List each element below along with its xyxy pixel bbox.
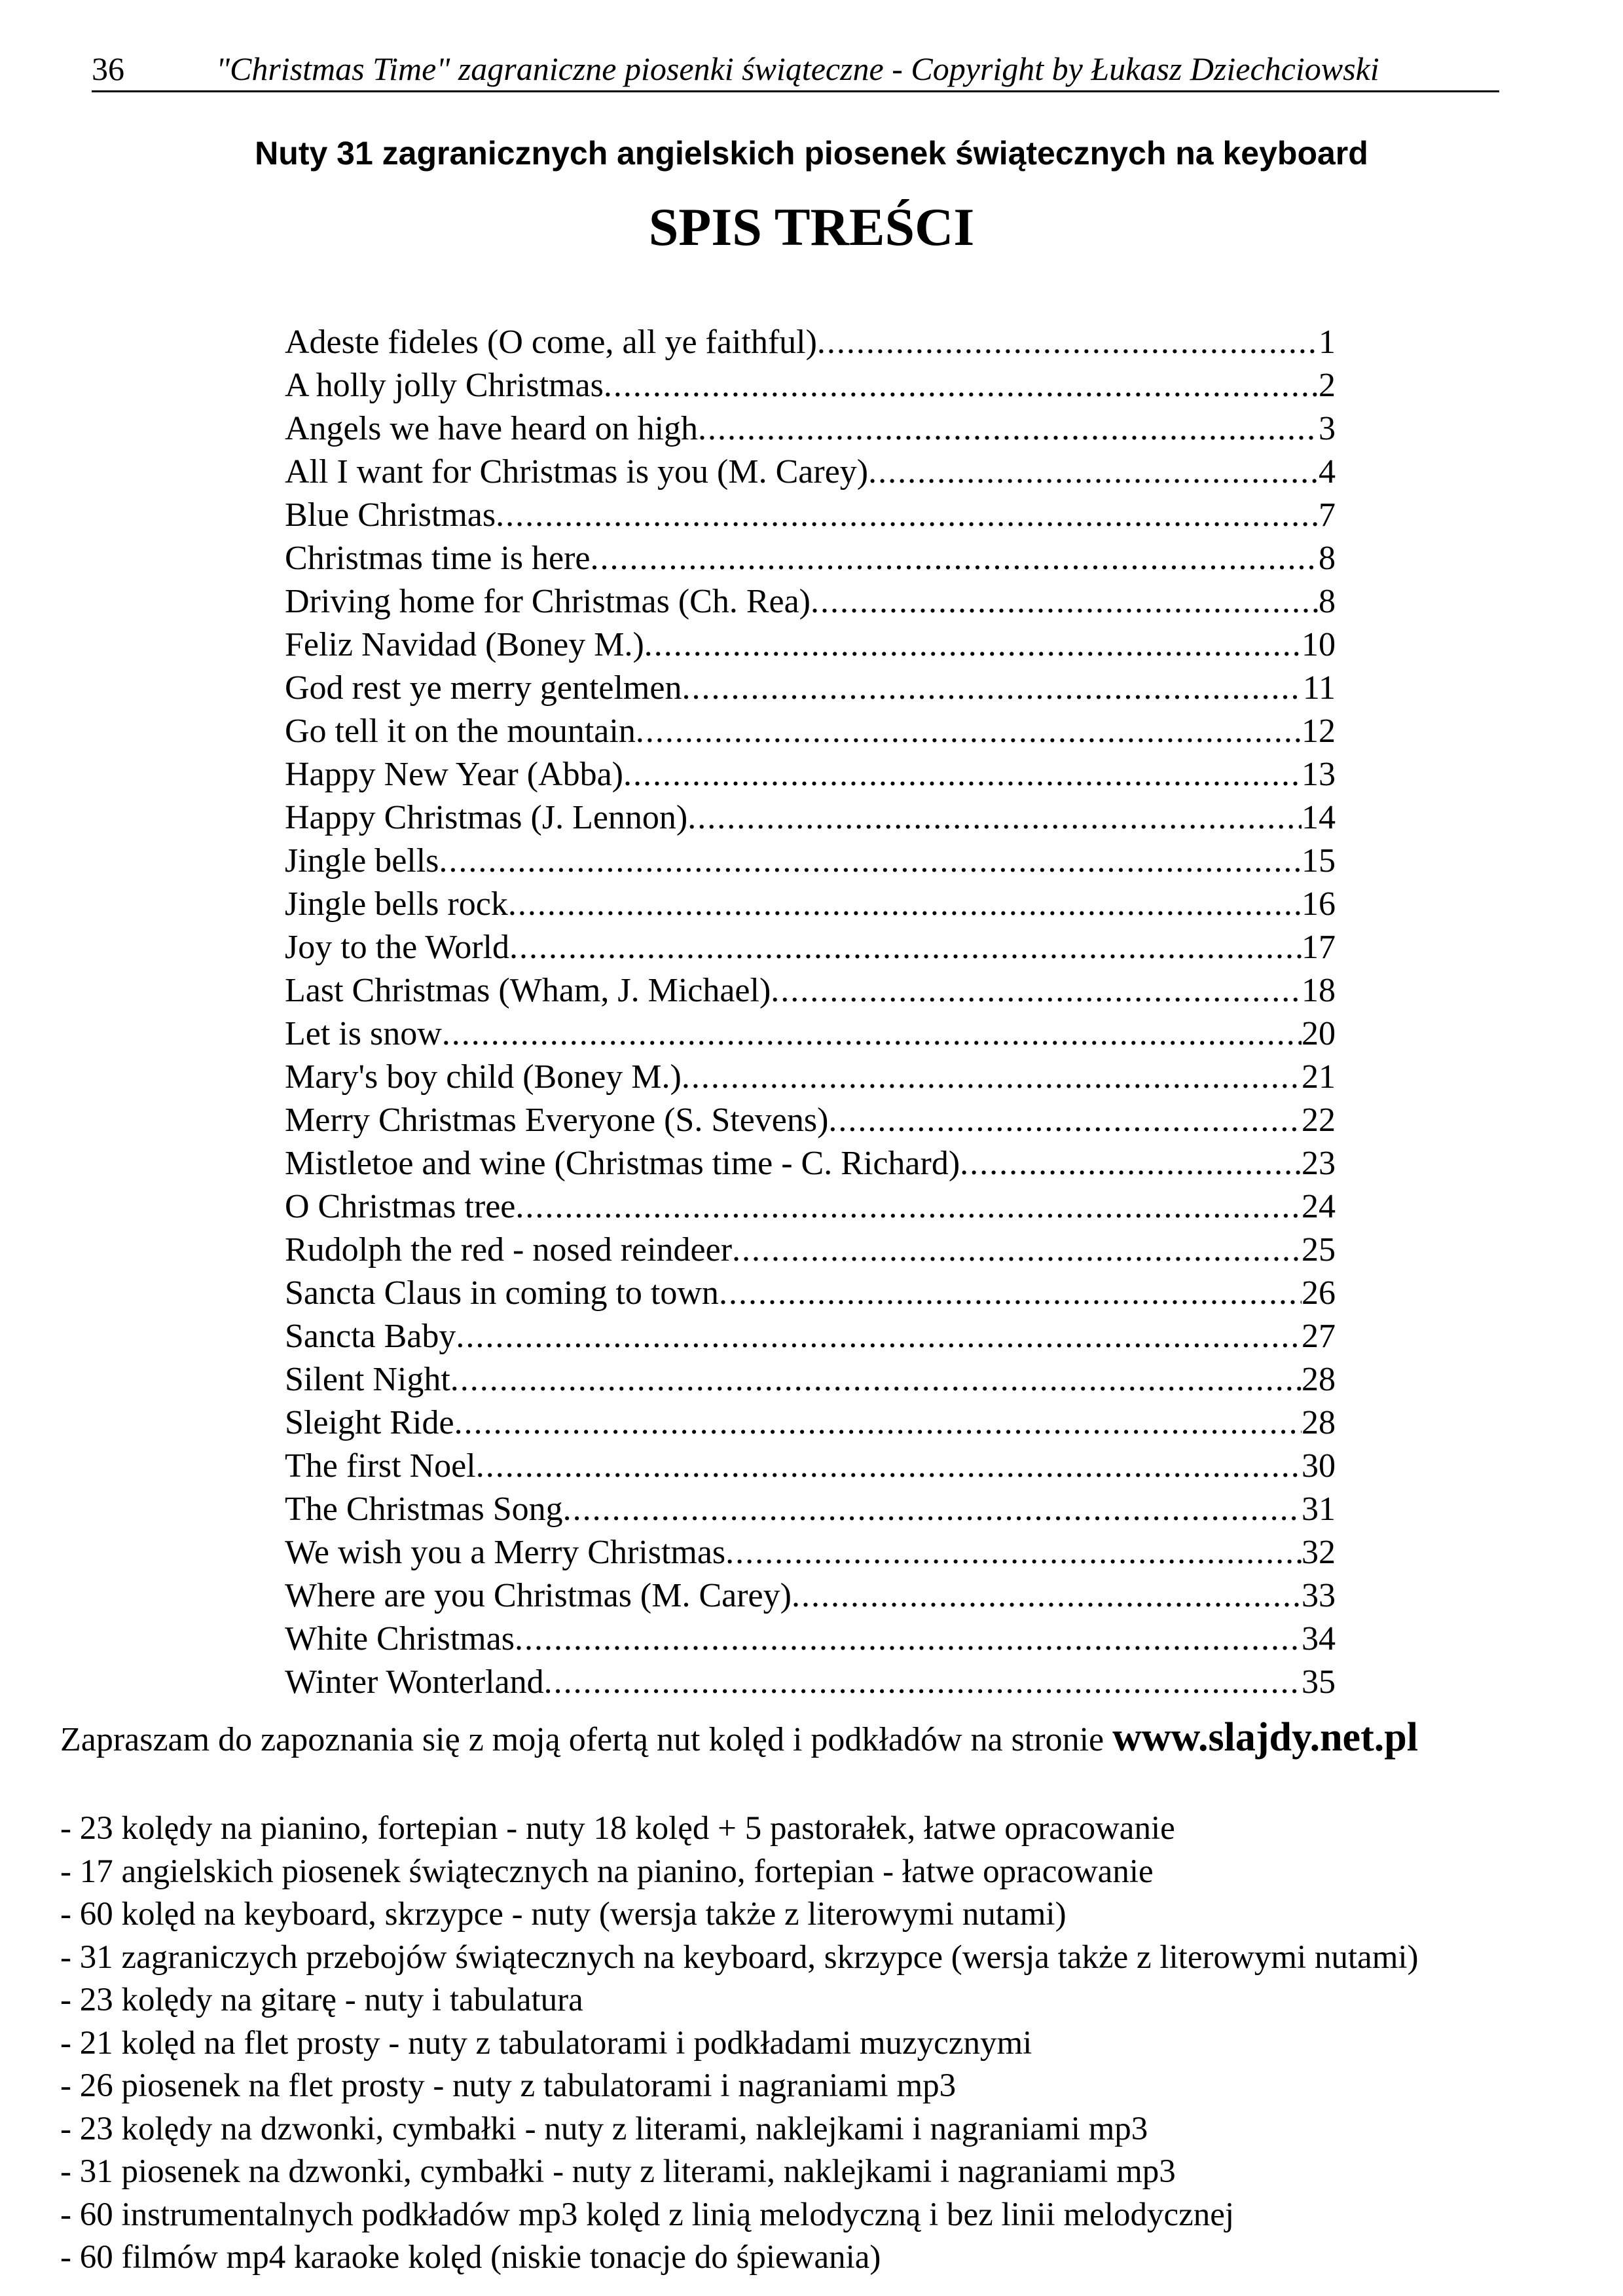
- toc-entry[interactable]: [285, 1574, 1336, 1618]
- toc-dot-leader: [515, 1618, 1302, 1661]
- offer-item: - 26 piosenek na flet prosty - nuty z tabulatorami i nagraniami mp3: [60, 2067, 957, 2104]
- toc-entry-page: 1: [1319, 324, 1336, 361]
- website-link[interactable]: www.slajdy.net.pl: [1112, 1715, 1418, 1760]
- toc-dot-leader: [439, 840, 1302, 883]
- toc-entry-title: Sancta Baby: [285, 1318, 456, 1355]
- toc-entry-page: 30: [1302, 1447, 1336, 1485]
- toc-entry-page: 24: [1302, 1188, 1336, 1225]
- toc-dot-leader: [960, 1142, 1302, 1185]
- toc-entry[interactable]: [285, 926, 1336, 969]
- toc-entry-page: 14: [1302, 799, 1336, 836]
- toc-entry-page: 8: [1319, 540, 1336, 577]
- toc-entry-page: 15: [1302, 842, 1336, 880]
- toc-entry-page: 32: [1302, 1534, 1336, 1571]
- toc-dot-leader: [732, 1229, 1302, 1272]
- toc-entry-page: 23: [1302, 1145, 1336, 1182]
- toc-entry-title: Adeste fideles (O come, all ye faithful): [285, 324, 817, 361]
- toc-entry-title: Blue Christmas: [285, 496, 496, 534]
- toc-entry-page: 28: [1302, 1404, 1336, 1441]
- toc-entry-title: Where are you Christmas (M. Carey): [285, 1577, 792, 1614]
- toc-entry-title: Happy Christmas (J. Lennon): [285, 799, 688, 836]
- toc-entry[interactable]: [285, 1661, 1336, 1704]
- toc-entry[interactable]: [285, 710, 1336, 753]
- toc-dot-leader: [442, 1012, 1302, 1056]
- toc-dot-leader: [682, 1056, 1302, 1099]
- toc-entry-title: The Christmas Song: [285, 1491, 563, 1528]
- toc-dot-leader: [515, 1185, 1302, 1229]
- toc-entry[interactable]: [285, 667, 1336, 710]
- toc-dot-leader: [868, 451, 1319, 494]
- toc-dot-leader: [682, 667, 1302, 710]
- toc-dot-leader: [508, 883, 1302, 926]
- toc-entry-page: 2: [1319, 367, 1336, 404]
- toc-entry[interactable]: [285, 623, 1336, 667]
- toc-entry-title: The first Noel: [285, 1447, 476, 1485]
- toc-dot-leader: [496, 494, 1319, 537]
- toc-dot-leader: [454, 1401, 1302, 1445]
- toc-entry-page: 18: [1302, 972, 1336, 1009]
- toc-dot-leader: [604, 364, 1319, 407]
- toc-entry-page: 7: [1319, 496, 1336, 534]
- invitation-line: [60, 1714, 1418, 1761]
- toc-entry[interactable]: [285, 1618, 1336, 1661]
- toc-entry-title: Sancta Claus in coming to town: [285, 1274, 719, 1312]
- toc-entry-title: Christmas time is here: [285, 540, 591, 577]
- toc-entry-page: 3: [1319, 410, 1336, 447]
- toc-entry-page: 25: [1302, 1231, 1336, 1268]
- toc-entry[interactable]: [285, 1012, 1336, 1056]
- offer-item: - 31 zagraniczych przebojów świątecznych na keyboard, skrzypce (wersja także z literowymi nutami): [60, 1938, 1419, 1976]
- toc-dot-leader: [509, 926, 1302, 969]
- toc-dot-leader: [771, 969, 1302, 1012]
- toc-entry-title: Joy to the World: [285, 929, 509, 966]
- offer-item: - 31 piosenek na dzwonki, cymbałki - nuty z literami, naklejkami i nagraniami mp3: [60, 2153, 1176, 2190]
- toc-entry-page: 13: [1302, 756, 1336, 793]
- toc-entry[interactable]: [285, 1185, 1336, 1229]
- table-of-contents: [285, 321, 1336, 1704]
- toc-entry-title: Jingle bells rock: [285, 885, 508, 923]
- toc-entry-page: 22: [1302, 1102, 1336, 1139]
- toc-entry-page: 28: [1302, 1361, 1336, 1398]
- offer-list: [60, 1807, 1605, 2280]
- toc-dot-leader: [590, 537, 1319, 580]
- toc-entry-title: Let is snow: [285, 1015, 442, 1052]
- toc-dot-leader: [563, 1488, 1302, 1531]
- toc-dot-leader: [623, 753, 1302, 796]
- toc-entry[interactable]: [285, 1142, 1336, 1185]
- toc-entry[interactable]: [285, 321, 1336, 364]
- offer-item: - 23 kolędy na dzwonki, cymbałki - nuty z literami, naklejkami i nagraniami mp3: [60, 2110, 1148, 2147]
- toc-entry[interactable]: [285, 883, 1336, 926]
- toc-entry-title: Mary's boy child (Boney M.): [285, 1058, 682, 1096]
- toc-entry-page: 12: [1302, 713, 1336, 750]
- page-header: [92, 47, 1499, 92]
- toc-entry[interactable]: [285, 494, 1336, 537]
- offer-item: - 60 filmów mp4 karaoke kolęd (niskie tonacje do śpiewania): [60, 2239, 881, 2276]
- toc-entry[interactable]: [285, 407, 1336, 451]
- toc-heading: SPIS TREŚCI: [648, 197, 975, 257]
- toc-entry-title: Sleight Ride: [285, 1404, 454, 1441]
- toc-dot-leader: [828, 1099, 1302, 1142]
- page-number: 36: [92, 50, 124, 87]
- toc-dot-leader: [687, 796, 1302, 840]
- toc-entry-title: A holly jolly Christmas: [285, 367, 604, 404]
- offer-item: - 21 kolęd na flet prosty - nuty z tabulatorami i podkładami muzycznymi: [60, 2024, 1032, 2062]
- toc-entry-title: Jingle bells: [285, 842, 439, 880]
- toc-entry[interactable]: [285, 1401, 1336, 1445]
- toc-entry-page: 34: [1302, 1620, 1336, 1657]
- toc-entry-page: 10: [1302, 626, 1336, 663]
- toc-entry-title: Happy New Year (Abba): [285, 756, 623, 793]
- offer-item: - 60 kolęd na keyboard, skrzypce - nuty (wersja także z literowymi nutami): [60, 1896, 1067, 1933]
- toc-dot-leader: [725, 1531, 1302, 1574]
- offer-item: - 60 instrumentalnych podkładów mp3 kolęd z linią melodyczną i bez linii melodycznej: [60, 2196, 1235, 2233]
- toc-entry-title: God rest ye merry gentelmen: [285, 669, 682, 707]
- toc-entry-title: Mistletoe and wine (Christmas time - C. Richard): [285, 1145, 960, 1182]
- toc-dot-leader: [636, 710, 1302, 753]
- toc-entry-page: 26: [1302, 1274, 1336, 1312]
- toc-entry[interactable]: [285, 969, 1336, 1012]
- toc-dot-leader: [456, 1315, 1302, 1358]
- toc-entry-page: 20: [1302, 1015, 1336, 1052]
- toc-entry[interactable]: [285, 1445, 1336, 1488]
- toc-dot-leader: [544, 1661, 1302, 1704]
- toc-dot-leader: [450, 1358, 1302, 1401]
- toc-dot-leader: [811, 580, 1319, 623]
- toc-entry[interactable]: [285, 753, 1336, 796]
- toc-entry-title: Last Christmas (Wham, J. Michael): [285, 972, 771, 1009]
- toc-entry[interactable]: [285, 1488, 1336, 1531]
- toc-entry-title: Go tell it on the mountain: [285, 713, 636, 750]
- toc-entry-title: All I want for Christmas is you (M. Carey): [285, 453, 869, 491]
- toc-entry[interactable]: [285, 1358, 1336, 1401]
- toc-dot-leader: [476, 1445, 1302, 1488]
- toc-entry-title: White Christmas: [285, 1620, 515, 1657]
- toc-entry-page: 21: [1302, 1058, 1336, 1096]
- toc-entry-title: Winter Wonterland: [285, 1663, 544, 1701]
- toc-entry[interactable]: [285, 1531, 1336, 1574]
- toc-entry-title: We wish you a Merry Christmas: [285, 1534, 726, 1571]
- toc-entry-page: 17: [1302, 929, 1336, 966]
- toc-entry[interactable]: [285, 1099, 1336, 1142]
- toc-entry-page: 31: [1302, 1491, 1336, 1528]
- toc-entry-title: Silent Night: [285, 1361, 450, 1398]
- offer-item: - 17 angielskich piosenek świątecznych na pianino, fortepian - łatwe opracowanie: [60, 1853, 1154, 1890]
- toc-entry-page: 27: [1302, 1318, 1336, 1355]
- toc-entry[interactable]: [285, 1229, 1336, 1272]
- toc-dot-leader: [817, 321, 1319, 364]
- toc-entry[interactable]: [285, 796, 1336, 840]
- toc-entry[interactable]: [285, 840, 1336, 883]
- toc-entry[interactable]: [285, 580, 1336, 623]
- toc-dot-leader: [719, 1272, 1302, 1315]
- toc-dot-leader: [698, 407, 1319, 451]
- toc-entry-title: Driving home for Christmas (Ch. Rea): [285, 583, 811, 620]
- toc-entry-title: Rudolph the red - nosed reindeer: [285, 1231, 733, 1268]
- toc-dot-leader: [644, 623, 1302, 667]
- toc-entry-title: Angels we have heard on high: [285, 410, 699, 447]
- toc-entry-page: 4: [1319, 453, 1336, 491]
- toc-dot-leader: [792, 1574, 1302, 1618]
- offer-item: - 23 kolędy na pianino, fortepian - nuty 18 kolęd + 5 pastorałek, łatwe opracowanie: [60, 1810, 1175, 1847]
- toc-entry-title: Feliz Navidad (Boney M.): [285, 626, 644, 663]
- toc-entry-page: 8: [1319, 583, 1336, 620]
- offer-item: - 23 kolędy na gitarę - nuty i tabulatura: [60, 1982, 583, 2018]
- toc-entry-page: 35: [1302, 1663, 1336, 1701]
- toc-entry-title: O Christmas tree: [285, 1188, 516, 1225]
- invitation-text: Zapraszam do zapoznania się z moją ofertą nut kolęd i podkładów na stronie: [60, 1721, 1113, 1758]
- toc-entry-title: Merry Christmas Everyone (S. Stevens): [285, 1102, 829, 1139]
- toc-entry[interactable]: [285, 1272, 1336, 1315]
- toc-entry[interactable]: [285, 537, 1336, 580]
- toc-entry[interactable]: [285, 364, 1336, 407]
- toc-entry-page: 16: [1302, 885, 1336, 923]
- toc-entry-page: 11: [1302, 669, 1336, 707]
- toc-entry[interactable]: [285, 1056, 1336, 1099]
- toc-entry[interactable]: [285, 451, 1336, 494]
- toc-entry-page: 33: [1302, 1577, 1336, 1614]
- toc-entry[interactable]: [285, 1315, 1336, 1358]
- running-title: "Christmas Time" zagraniczne piosenki świąteczne - Copyright by Łukasz Dziechciowski: [216, 50, 1379, 87]
- document-subtitle: Nuty 31 zagranicznych angielskich piosenek świątecznych na keyboard: [255, 135, 1368, 172]
